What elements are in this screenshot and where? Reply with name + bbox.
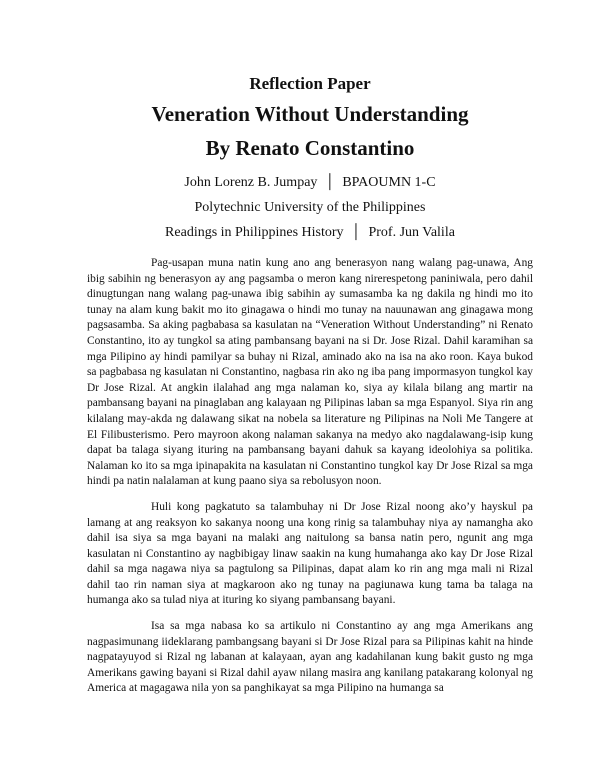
paragraph-1: Pag-usapan muna natin kung ano ang benerasyon nang walang pag-unawa, Ang ibig sabihin ng benerasyon ay ang pagsamba o meron kang nirerespetong paniniwala, pero dahil dinugtungan nang walang pag-unawa ibig sabihin ay sumasamba ka ng dakila ng hindi mo ito tunay na alam kung bakit mo ito ginagawa o hindi mo tunay na nauunawan ang ginagawa mong pagsasamba. Sa aking pagbabasa sa kasulatan na “Veneration Without Understanding” ni Renato Constantino, ito ay tungkol sa ating pambansang bayani na si Dr. Jose Rizal. Dahil karamihan sa mga Pilipino ay hindi pamilyar sa buhay ni Rizal, aminado ako na isa na ako roon. Kaya bukod sa pagbabasa ng kasulatan ni Constantino, nagbasa rin ako ng iba pang impormasyon tungkol kay Dr Jose Rizal. At angkin ilalahad ang mga nalaman ko, siya ay kilala bilang ang martir na pambansang bayani na pinaglaban ang kalayaan ng Pilipinas laban sa mga Espanyol. Siya rin ang kilalang may-akda ng dalawang sikat na nobela sa literature ng Pilipinas na Noli Me Tangere at El Filibusterismo. Pero mayroon akong nalaman sakanya na medyo ako nagdalawang-isip kung dapat ba talaga siyang ituring na pambansang bayani dahuk sa kayang ideolohiya sa politika. Nalaman ko ito sa mga ipinapakita na kasulatan ni Constantino tungkol kay Dr Jose Rizal sa mga hindi pa natin nalalaman at kung paano siya sa rebolusyon noon. — [87, 257, 533, 488]
professor-name: Prof. Jun Valila — [368, 225, 455, 240]
paragraph-3: Isa sa mga nabasa ko sa artikulo ni Constantino ay ang mga Amerikans ang nagpasimunang iideklarang pambangsang bayani si Dr Jose Rizal para sa Pilipinas kahit na hinde nagpatayuyod si Rizal ng labanan at kalayaan, ayan ang kadahilanan kung bakit gusto ng mga Amerikans gawing bayani si Rizal dahil ayaw nilang masira ang kanilang patakarang kolonyal ng America at magagawa nila yon sa panghikayat sa mga Pilipino na humanga sa — [87, 620, 533, 695]
paragraph-2: Huli kong pagkatuto sa talambuhay ni Dr Jose Rizal noong ako’y hayskul pa lamang at ang reaksyon ko sakanya noong una kong rinig sa talambuhay niya ay namangha ako dahil isa siya sa mga bayani na malaki ang naitulong sa bansa natin pero, ngunit ang mga kasulatan ni Constantino ay nagbibigay linaw saakin na kung humahanga ako kay Dr Jose Rizal dahil sa mga nagawa niya sa pagtulong sa Pilipinas, dapat alam ko rin ang mga mali ni Rizal dahil tao rin naman siya at magkaroon ako ng tunay na pagiunawa kung tama ba talaga na humanga ako sa tulad niya at ituring ko siyang pambansang bayani. — [87, 500, 533, 607]
student-name: John Lorenz B. Jumpay — [184, 175, 318, 190]
student-line — [87, 174, 533, 191]
document-header — [87, 74, 533, 241]
separator: │ — [351, 225, 361, 240]
separator: │ — [324, 175, 335, 190]
paper-title: Veneration Without Understanding — [151, 102, 469, 126]
university-line: Polytechnic University of the Philippines — [194, 200, 426, 215]
student-section: BPAOUMN 1-C — [342, 175, 436, 190]
paper-type-heading: Reflection Paper — [249, 74, 371, 93]
course-line — [87, 224, 533, 241]
document-body — [87, 256, 533, 697]
course-name: Readings in Philippines History — [165, 225, 344, 240]
paper-author: By Renato Constantino — [205, 136, 415, 160]
